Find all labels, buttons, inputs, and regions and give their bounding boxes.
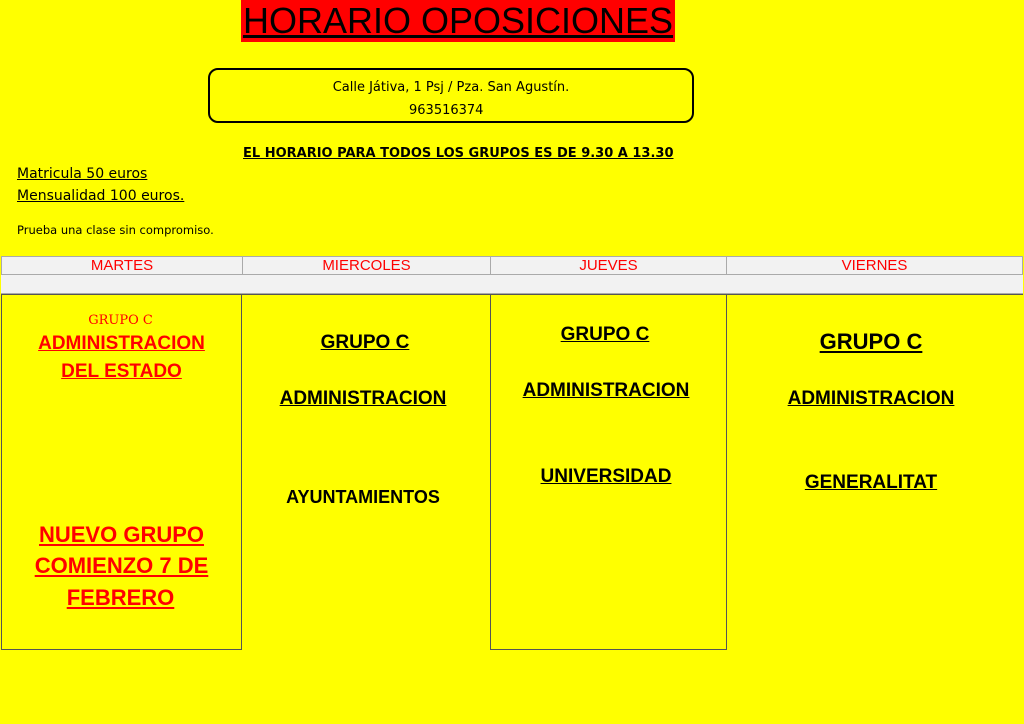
hours-notice: EL HORARIO PARA TODOS LOS GRUPOS ES DE 9.30 A 13.30 (243, 146, 674, 161)
entity-label: GENERALITAT (804, 472, 938, 493)
day-header-jueves: JUEVES (491, 257, 727, 274)
course-line-1: ADMINISTRACION (38, 333, 205, 354)
schedule-column-martes (1, 294, 242, 650)
days-header-row (1, 256, 1023, 275)
new-group-line-2: COMIENZO 7 DE (34, 553, 209, 578)
header-spacer-row (1, 275, 1023, 294)
address-line: Calle Játiva, 1 Psj / Pza. San Agustín. (332, 80, 570, 95)
enrollment-fee: Matricula 50 euros (17, 166, 148, 182)
new-group-line-1: NUEVO GRUPO (38, 522, 205, 547)
group-label: GRUPO C (320, 332, 410, 353)
page-title: HORARIO OPOSICIONES (242, 0, 674, 41)
monthly-fee: Mensualidad 100 euros. (17, 188, 185, 204)
group-label: GRUPO C (560, 324, 650, 345)
trial-note: Prueba una clase sin compromiso. (17, 223, 214, 237)
course-label: ADMINISTRACION (787, 388, 955, 409)
schedule-column-miercoles (242, 294, 490, 650)
schedule-column-jueves (490, 294, 727, 650)
new-group-line-3: FEBRERO (66, 585, 175, 610)
address-box (208, 68, 694, 123)
course-label: ADMINISTRACION (522, 380, 690, 401)
entity-label: AYUNTAMIENTOS (286, 487, 440, 507)
group-label: GRUPO C (819, 329, 923, 354)
course-label: ADMINISTRACION (279, 388, 447, 409)
entity-label: UNIVERSIDAD (540, 466, 672, 487)
day-header-miercoles: MIERCOLES (243, 257, 491, 274)
course-line-2: DEL ESTADO (61, 361, 182, 382)
schedule-column-viernes (727, 294, 1023, 650)
group-label: GRUPO C (88, 313, 153, 328)
day-header-martes: MARTES (2, 257, 243, 274)
day-header-viernes: VIERNES (841, 257, 908, 274)
phone-number: 963516374 (409, 103, 484, 118)
